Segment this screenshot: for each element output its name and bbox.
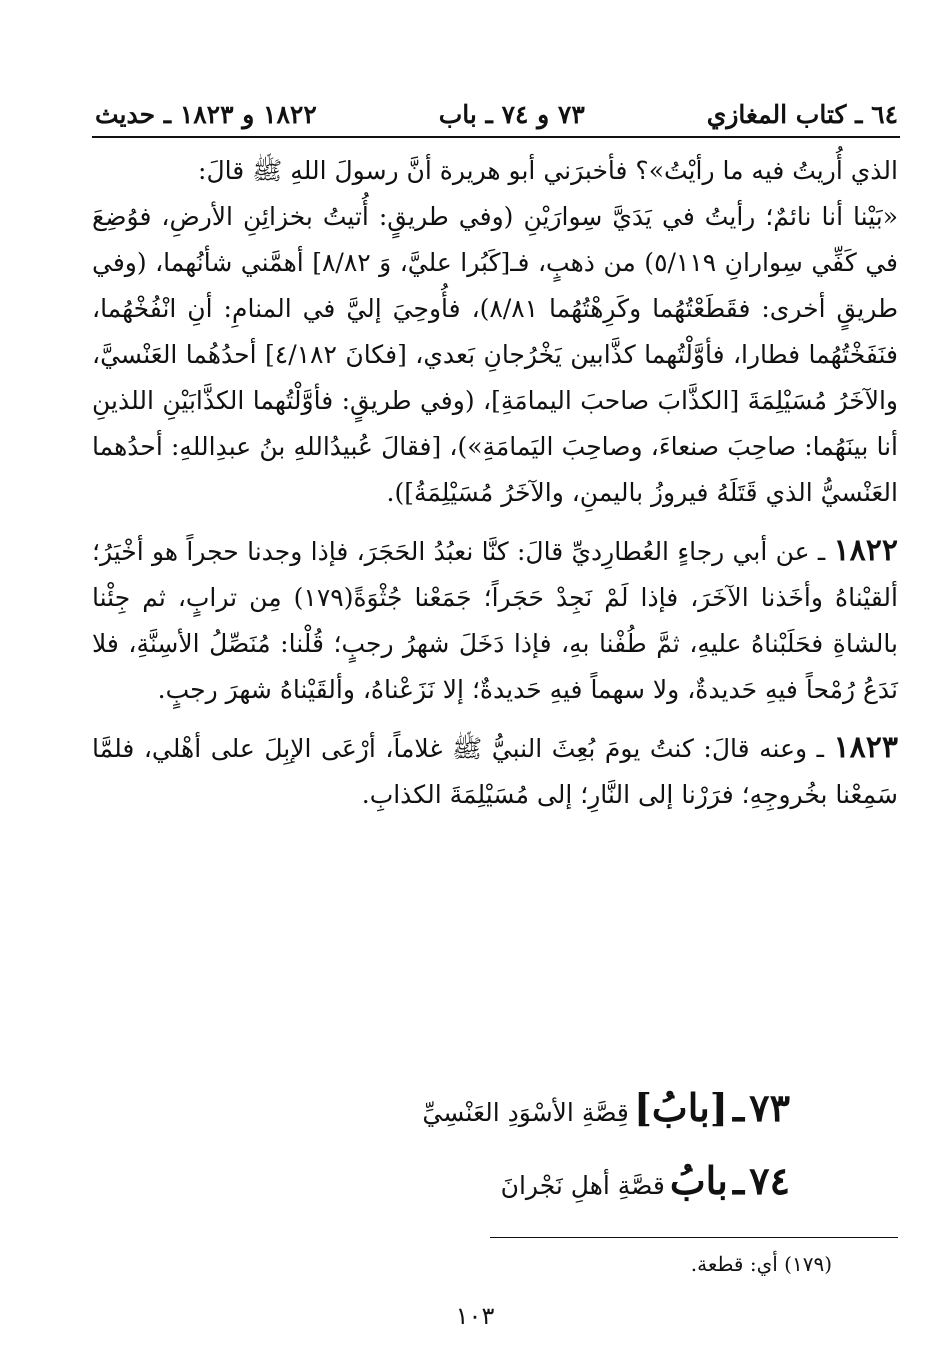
paragraph-text: ـ وعنه قالَ: كنتُ يومَ بُعِثَ النبيُّ ﷺ غلاماً، أرْعَى الإبِلَ على أهْلي، فلمَّا سَمِعْنا بخُروجِهِ؛ فرَرْنا إلى النَّارِ؛ إلى مُسَيْلِمَةَ الكذابِ. [92,734,898,809]
header-book-title: ٦٤ ـ كتاب المغازي [706,99,898,129]
hadith-1823 [92,725,898,818]
paragraph-continuation [92,148,898,194]
chapter-number: ٧٤ [749,1158,790,1203]
header-hadith-range: ١٨٢٢ و ١٨٢٣ ـ حديث [95,99,317,129]
paragraph-hadith-quote [92,194,898,516]
main-text [92,148,898,818]
chapter-dash: ـ [732,1158,745,1203]
chapter-number: ٧٣ [749,1085,790,1130]
header-rule [92,136,900,138]
page-number: ١٠٣ [455,1302,495,1330]
chapter-heading-74 [501,1158,790,1203]
hadith-1822 [92,528,898,713]
paragraph-text: ـ عن أبي رجاءٍ العُطارِديِّ قالَ: كنَّا نعبُدُ الحَجَرَ، فإذا وجدنا حجراً هو أخْيَرُ؛ ألقيْناهُ وأخَذنا الآخَرَ، فإذا لَمْ نَجِدْ حَجَراً؛ جَمَعْنا جُثْوَةً(١٧٩) مِن ترابٍ، ثم جِئْنا بالشاةِ فحَلَبْناهُ عليهِ، ثمَّ طُفْنا بهِ، فإذا دَخَلَ شهرُ رجبٍ؛ قُلْنا: مُنَصِّلُ الأسِنَّةِ، فلا نَدَعُ رُمْحاً فيهِ حَديدةٌ، ولا سهماً فيهِ حَديدةٌ؛ إلا نَزَعْناهُ، وألقَيْناهُ شهرَ رجبٍ. [92,537,898,704]
chapter-dash: ـ [732,1085,745,1130]
chapter-bab: [بابُ] [633,1085,728,1130]
chapter-bab: بابُ [669,1158,728,1203]
paragraph-text: الذي أُريتُ فيه ما رأيْتُ»؟ فأخبرَني أبو هريرة أنَّ رسولَ اللهِ ﷺ قالَ: [198,156,898,185]
chapter-heading-73 [422,1085,790,1130]
footnote-rule [490,1237,898,1238]
hadith-number: ١٨٢٣ [833,730,898,765]
header-chapter-range: ٧٣ و ٧٤ ـ باب [438,99,585,129]
running-header [95,96,898,132]
footnote: (١٧٩) أي: قطعة. [690,1252,832,1276]
chapter-title: قصَّةِ أهلِ نَجْرانَ [500,1171,665,1200]
chapter-title: قِصَّةِ الأسْوَدِ العَنْسِيِّ [422,1098,629,1127]
hadith-number: ١٨٢٢ [833,533,898,568]
paragraph-text: «بَيْنا أنا نائمٌ؛ رأيتُ في يَدَيَّ سِوارَيْنِ (وفي طريقٍ: أُتيتُ بخزائِنِ الأرضِ، فوُضِعَ في كَفِّي سِوارانِ ٥/١١٩) من ذهبٍ، فـ[كَبُرا عليَّ، وَ ٨/٨٢] أهمَّني شأنُهما، (وفي طريقٍ أخرى: فقَطَعْتُهُما وكَرِهْتُهُما ٨/٨١)، فأُوحِيَ إليَّ في المنامِ: أنِ انْفُخْهُما، فنَفَخْتُهُما فطارا، فأوَّلْتُهما كذَّابين يَخْرُجانِ بَعدي، [فكانَ ٤/١٨٢] أحدُهُما العَنْسيَّ، والآخَرُ مُسَيْلِمَةَ [الكذَّابَ صاحبَ اليمامَةِ]، (وفي طريقٍ: فأوَّلْتُهما الكذَّابَيْنِ اللذينِ أنا بينَهُما: صاحِبَ صنعاءَ، وصاحِبَ اليَمامَةِ»)، [فقالَ عُبيدُاللهِ بنُ عبدِاللهِ: أحدُهما العَنْسيُّ الذي قَتَلَهُ فيروزُ باليمنِ، والآخَرُ مُسَيْلِمَةُ]). [92,202,899,507]
